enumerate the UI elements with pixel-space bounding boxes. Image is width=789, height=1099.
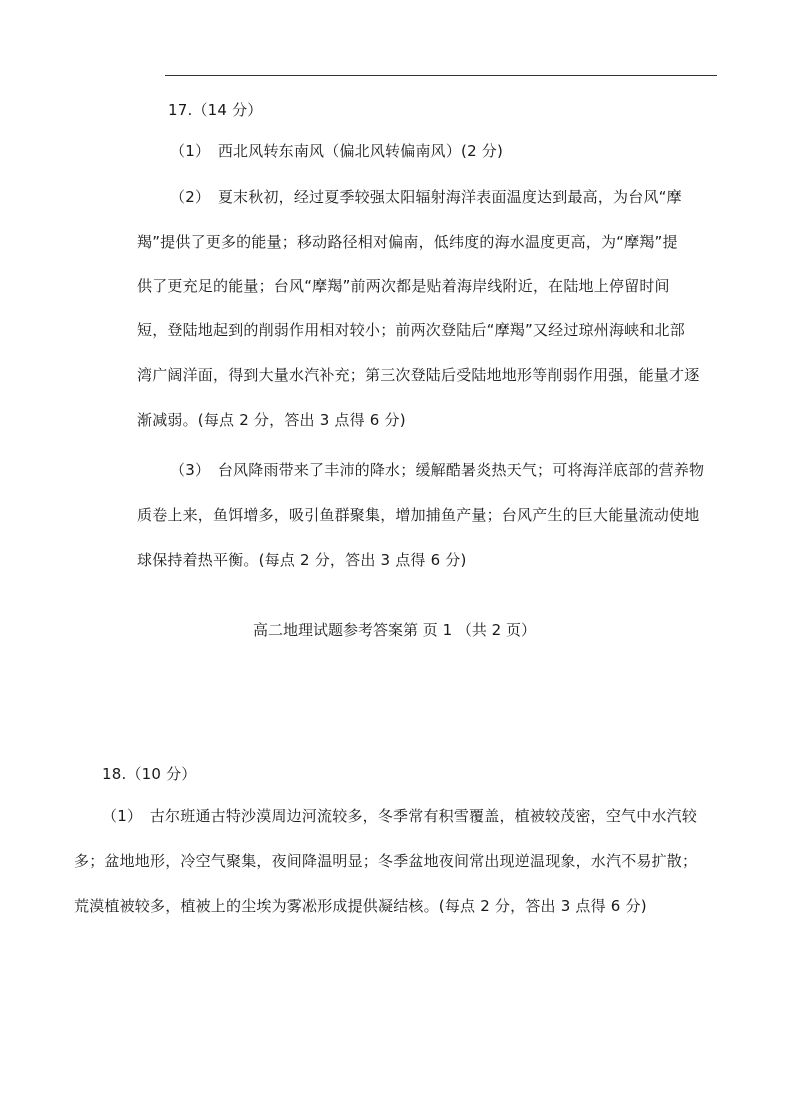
page-footer: 高二地理试题参考答案第 页 1 （共 2 页） [253, 621, 536, 639]
q17-part2-line: 供了更充足的能量；台风“摩羯”前两次都是贴着海岸线附近，在陆地上停留时间 [137, 277, 670, 295]
header-rule [165, 75, 717, 76]
q17-part3-line: 球保持着热平衡。(每点 2 分，答出 3 点得 6 分) [137, 551, 467, 569]
q17-part2-line: 羯”提供了更多的能量；移动路径相对偏南，低纬度的海水温度更高，为“摩羯”提 [137, 233, 678, 251]
q18-part1-line: 多；盆地地形，冷空气聚集，夜间降温明显；冬季盆地夜间常出现逆温现象，水汽不易扩散； [74, 852, 698, 870]
q17-part2-line: 湾广阔洋面，得到大量水汽补充；第三次登陆后受陆地地形等削弱作用强，能量才逐 [137, 366, 700, 384]
q17-part1-answer: （1） 西北风转东南风（偏北风转偏南风）(2 分) [170, 142, 504, 160]
q17-part3-line: （3） 台风降雨带来了丰沛的降水；缓解酷暑炎热天气；可将海洋底部的营养物 [170, 461, 705, 479]
q17-part2-line: 短，登陆地起到的削弱作用相对较小；前两次登陆后“摩羯”又经过琼州海峡和北部 [137, 321, 685, 339]
q17-part2-line: （2） 夏末秋初，经过夏季较强太阳辐射海洋表面温度达到最高，为台风“摩 [170, 188, 682, 206]
q18-part1-line: 荒漠植被较多，植被上的尘埃为雾凇形成提供凝结核。(每点 2 分，答出 3 点得 6 分) [74, 897, 647, 915]
q18-part1-line: （1） 古尔班通古特沙漠周边河流较多，冬季常有积雪覆盖，植被较茂密，空气中水汽较 [102, 807, 698, 825]
question-18-heading: 18.（10 分） [102, 765, 197, 783]
question-17-heading: 17.（14 分） [168, 101, 263, 119]
q17-part3-line: 质卷上来，鱼饵增多，吸引鱼群聚集，增加捕鱼产量；台风产生的巨大能量流动使地 [137, 506, 700, 524]
q17-part2-line: 渐减弱。(每点 2 分，答出 3 点得 6 分) [137, 411, 406, 429]
